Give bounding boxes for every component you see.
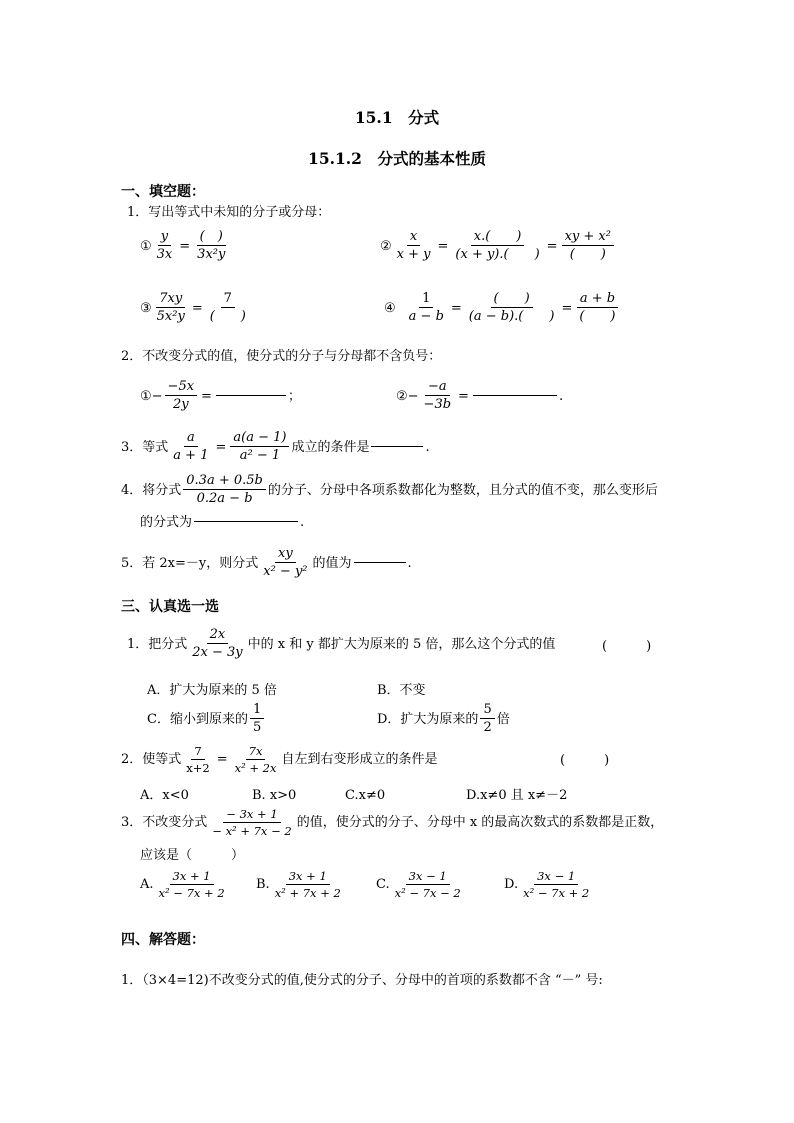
option-text: C. xyxy=(376,877,390,893)
fill-q1-eq4: ④ $\frac{1}{a - b}$ = $\frac{( )}{(a - b).( )}$ = $\frac{a + b}{( )}$ xyxy=(384,292,621,325)
option-d[interactable] xyxy=(504,870,594,899)
punct: ； xyxy=(287,388,301,404)
frac-den: x+2 xyxy=(186,760,210,775)
frac-den: 2 xyxy=(483,720,492,736)
fill-q2-item2: ②− $\frac{-a}{-3b}$ = . xyxy=(396,379,564,413)
fill-q2-item1: ①− $\frac{-5x}{2y}$ = ； xyxy=(140,379,301,413)
answer-blank[interactable] xyxy=(473,394,557,396)
choice-q3-cont: 应该是（ ） xyxy=(140,848,245,863)
marker-2: ② xyxy=(380,238,392,254)
frac-den: − x² + 7x − 2 xyxy=(212,823,292,838)
frac-num: 3x − 1 xyxy=(406,870,450,885)
section-fill-blank: 一、填空题： xyxy=(121,184,205,200)
q-text: 的值为 xyxy=(312,555,352,571)
choice-q3 xyxy=(121,808,663,837)
frac-den: x² − y² xyxy=(263,564,308,580)
q-text: 5．若 2x=－y，则分式 xyxy=(121,555,259,571)
frac-num: 7xy xyxy=(156,292,185,308)
fill-q4 xyxy=(121,474,658,507)
frac-den: a + 1 xyxy=(173,448,209,464)
frac-num: xy xyxy=(275,547,296,563)
option-text: B. xyxy=(256,877,270,893)
frac-num: −5x xyxy=(165,380,198,396)
frac-num: ( ) xyxy=(491,292,533,308)
item-marker: ①− xyxy=(140,388,163,404)
answer-blank[interactable] xyxy=(216,394,286,396)
frac-num: 7 xyxy=(221,292,235,308)
frac-den: x² − 7x + 2 xyxy=(158,885,225,900)
fill-q3: 3．等式 $\frac{a}{a + 1}$ = $\frac{a(a - 1)}{\text{a² − 1}}$ 成立的条件是 . xyxy=(121,430,430,464)
punct: . xyxy=(425,439,430,455)
item-marker: ②− xyxy=(396,388,419,404)
option-text: D．扩大为原来的 xyxy=(377,711,479,727)
fill-q1-eq1: ① $\frac{y}{3x}$ = $\frac{( )}{\text{3x²y}}$ xyxy=(140,230,230,263)
q-text: 1．把分式 xyxy=(127,636,188,652)
frac-num: 7 xyxy=(191,745,204,760)
q-text: 4．将分式 xyxy=(121,482,182,498)
frac-den: 3x xyxy=(156,247,173,263)
option-d[interactable]: D.x≠0 且 x≠－2 xyxy=(466,788,568,803)
frac-num: 2x xyxy=(207,628,229,644)
frac-num: − 3x + 1 xyxy=(223,808,280,823)
section-choice: 三、认真选一选 xyxy=(121,599,219,615)
punct: . xyxy=(300,515,305,530)
frac-den: x² − 7x + 2 xyxy=(523,885,590,900)
fill-q5 xyxy=(121,547,412,580)
answer-paren[interactable]: ( ) xyxy=(560,753,610,768)
frac-num: −a xyxy=(425,380,450,396)
frac-den: 0.2a − b xyxy=(196,491,253,507)
option-c[interactable] xyxy=(147,703,266,736)
option-a[interactable]: A．扩大为原来的 5 倍 xyxy=(147,683,277,698)
answer-paren[interactable]: ( ) xyxy=(602,639,652,654)
frac-den: ( ) xyxy=(579,309,616,325)
q-text: 3．等式 xyxy=(121,439,169,455)
frac-den: x + y xyxy=(396,247,431,263)
frac-den: ( ) xyxy=(209,309,246,325)
option-text: D. xyxy=(504,877,519,893)
frac-den: x² + 2x xyxy=(234,760,277,775)
choice-q1 xyxy=(127,628,555,661)
frac-num: 3x + 1 xyxy=(286,870,330,885)
frac-den: −3b xyxy=(423,397,452,413)
frac-num: y xyxy=(158,230,171,246)
frac-den: 2x − 3y xyxy=(192,645,243,661)
fill-q2-text: 2．不改变分式的值，使分式的分子与分母都不含负号： xyxy=(121,349,442,364)
frac-den: 5x²y xyxy=(156,309,185,325)
q-text: 的分式为 xyxy=(140,515,193,530)
frac-num: 5 xyxy=(480,703,494,719)
fill-q1-eq3: ③ $\frac{7xy}{\text{5x²y}}$ = $\frac{7}{( )}$ xyxy=(140,292,251,325)
punct: . xyxy=(407,555,412,571)
frac-num: ( ) xyxy=(197,230,226,246)
option-c[interactable] xyxy=(376,870,466,899)
option-c[interactable]: C.x≠0 xyxy=(345,788,386,803)
q-text: 的分子、分母中各项系数都化为整数，且分式的值不变，那么变形后 xyxy=(267,482,658,498)
option-text: A. xyxy=(140,877,154,893)
frac-num: 3x + 1 xyxy=(170,870,214,885)
solve-q1: 1．（3×4=12)不改变分式的值,使分式的分子、分母中的首项的系数都不含 “－” 号: xyxy=(121,973,603,988)
fill-q1-text: 1．写出等式中未知的分子或分母： xyxy=(127,205,331,220)
option-text: 倍 xyxy=(496,711,510,727)
option-b[interactable]: B．不变 xyxy=(377,683,426,698)
frac-den: a − b xyxy=(408,309,444,325)
punct: . xyxy=(558,388,564,404)
option-b[interactable] xyxy=(256,870,346,899)
frac-den: x² − 7x − 2 xyxy=(394,885,461,900)
q-text: 中的 x 和 y 都扩大为原来的 5 倍，那么这个分式的值 xyxy=(247,636,556,652)
fill-q4-cont xyxy=(140,516,304,529)
page-title: 15.1 分式 xyxy=(354,108,440,127)
section-solve: 四、解答题： xyxy=(121,932,205,948)
frac-num: 3x − 1 xyxy=(534,870,578,885)
option-a[interactable]: A．x<0 xyxy=(140,788,189,803)
q-text: 成立的条件是 xyxy=(291,439,370,455)
frac-den: (a − b).( ) xyxy=(468,309,555,325)
option-b[interactable]: B. x>0 xyxy=(252,788,297,803)
frac-num: a xyxy=(184,431,198,447)
page-subtitle: 15.1.2 分式的基本性质 xyxy=(308,149,486,168)
frac-den: 2y xyxy=(172,397,189,413)
q-text: 的值，使分式的分子、分母中 x 的最高次数式的系数都是正数， xyxy=(296,815,664,831)
frac-num: x.( ) xyxy=(471,230,525,246)
frac-den: a² − 1 xyxy=(239,448,281,464)
option-d[interactable] xyxy=(377,703,510,736)
choice-q2: 2．使等式 $\frac{7}{x+2}$ = $\frac{7x}{\text{x² + 2x}}$ 自左到右变形成立的条件是 xyxy=(121,744,438,775)
frac-den: x² + 7x + 2 xyxy=(274,885,341,900)
marker-1: ① xyxy=(140,238,152,254)
frac-num: 0.3a + 0.5b xyxy=(183,474,266,490)
answer-blank[interactable] xyxy=(371,445,423,447)
frac-den: 5 xyxy=(252,720,262,736)
marker-4: ④ xyxy=(384,300,396,316)
frac-den: 3x²y xyxy=(197,247,226,263)
frac-den: (x + y).( ) xyxy=(455,247,540,263)
frac-den: ( ) xyxy=(569,247,606,263)
q-text: 2．使等式 xyxy=(121,752,182,768)
option-a[interactable] xyxy=(140,870,230,899)
frac-num: a + b xyxy=(577,292,618,308)
q-text: 自左到右变形成立的条件是 xyxy=(281,752,438,768)
frac-num: 1 xyxy=(250,703,264,719)
frac-num: a(a − 1) xyxy=(230,431,289,447)
frac-num: 7x xyxy=(246,745,266,760)
answer-blank[interactable] xyxy=(194,520,298,522)
option-text: C．缩小到原来的 xyxy=(147,711,248,727)
fill-q1-eq2: ② $\frac{x}{x + y}$ = $\frac{x.( )}{(x + y).( )}$ = $\frac{\text{xy + x²}}{( )}$ xyxy=(380,230,616,263)
marker-3: ③ xyxy=(140,300,152,316)
answer-blank[interactable] xyxy=(354,561,406,563)
frac-num: 1 xyxy=(419,292,433,308)
frac-num: xy + x² xyxy=(562,230,614,246)
q-text: 3．不改变分式 xyxy=(121,815,208,831)
frac-num: x xyxy=(407,230,420,246)
